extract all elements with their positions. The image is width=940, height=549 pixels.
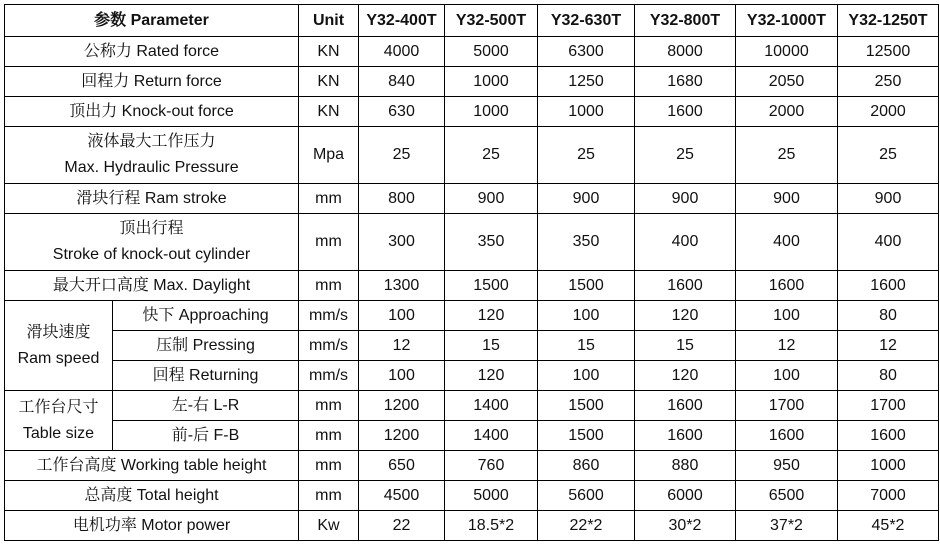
cell-value: 1200 xyxy=(359,391,445,421)
group-label-lines xyxy=(18,320,100,372)
row-unit: mm xyxy=(299,184,359,214)
cell-value: 1000 xyxy=(538,97,635,127)
row-label: 工作台高度 Working table height xyxy=(5,451,299,481)
cell-value: 10000 xyxy=(736,37,838,67)
table-row xyxy=(5,301,939,331)
cell-value: 2000 xyxy=(838,97,939,127)
cell-value: 25 xyxy=(538,127,635,184)
row-label-lines xyxy=(53,216,250,268)
cell-value: 1600 xyxy=(736,271,838,301)
table-row xyxy=(5,421,939,451)
ram-speed-group-label xyxy=(5,301,113,391)
header-model: Y32-500T xyxy=(445,5,538,37)
cell-value: 1400 xyxy=(445,421,538,451)
cell-value: 400 xyxy=(736,214,838,271)
cell-value: 2050 xyxy=(736,67,838,97)
cell-value: 8000 xyxy=(635,37,736,67)
row-label-en: Stroke of knock-out cylinder xyxy=(52,246,251,263)
table-row xyxy=(5,37,939,67)
cell-value: 6300 xyxy=(538,37,635,67)
cell-value: 80 xyxy=(838,361,939,391)
cell-value: 1200 xyxy=(359,421,445,451)
cell-value: 15 xyxy=(635,331,736,361)
cell-value: 37*2 xyxy=(736,511,838,541)
cell-value: 900 xyxy=(538,184,635,214)
cell-value: 100 xyxy=(538,301,635,331)
cell-value: 1600 xyxy=(635,271,736,301)
header-model: Y32-630T xyxy=(538,5,635,37)
cell-value: 25 xyxy=(736,127,838,184)
group-label-cn: 滑块速度 xyxy=(26,323,91,341)
row-unit: mm/s xyxy=(299,361,359,391)
row-label: 滑块行程 Ram stroke xyxy=(5,184,299,214)
row-label: 回程力 Return force xyxy=(5,67,299,97)
cell-value: 950 xyxy=(736,451,838,481)
cell-value: 900 xyxy=(736,184,838,214)
header-row xyxy=(5,5,939,37)
cell-value: 880 xyxy=(635,451,736,481)
cell-value: 1250 xyxy=(538,67,635,97)
cell-value: 1700 xyxy=(838,391,939,421)
table-size-group-label xyxy=(5,391,113,451)
table-row xyxy=(5,451,939,481)
cell-value: 1600 xyxy=(838,421,939,451)
cell-value: 1700 xyxy=(736,391,838,421)
row-unit: KN xyxy=(299,67,359,97)
table-row xyxy=(5,127,939,184)
cell-value: 900 xyxy=(635,184,736,214)
row-label: 左-右 L-R xyxy=(113,391,299,421)
row-unit: Mpa xyxy=(299,127,359,184)
cell-value: 120 xyxy=(445,301,538,331)
cell-value: 22 xyxy=(359,511,445,541)
cell-value: 45*2 xyxy=(838,511,939,541)
cell-value: 1500 xyxy=(538,271,635,301)
table-row xyxy=(5,361,939,391)
group-label-en: Table size xyxy=(22,424,95,442)
table-row xyxy=(5,271,939,301)
cell-value: 1000 xyxy=(445,97,538,127)
row-label: 公称力 Rated force xyxy=(5,37,299,67)
cell-value: 1600 xyxy=(635,391,736,421)
cell-value: 7000 xyxy=(838,481,939,511)
cell-value: 760 xyxy=(445,451,538,481)
cell-value: 12 xyxy=(736,331,838,361)
cell-value: 400 xyxy=(635,214,736,271)
cell-value: 1600 xyxy=(635,421,736,451)
cell-value: 5000 xyxy=(445,481,538,511)
cell-value: 350 xyxy=(445,214,538,271)
cell-value: 100 xyxy=(359,301,445,331)
cell-value: 1000 xyxy=(445,67,538,97)
cell-value: 1680 xyxy=(635,67,736,97)
cell-value: 30*2 xyxy=(635,511,736,541)
cell-value: 350 xyxy=(538,214,635,271)
cell-value: 120 xyxy=(635,361,736,391)
row-label-lines xyxy=(64,129,238,181)
cell-value: 25 xyxy=(359,127,445,184)
header-model: Y32-800T xyxy=(635,5,736,37)
spec-table xyxy=(4,4,939,541)
row-label: 总高度 Total height xyxy=(5,481,299,511)
cell-value: 2000 xyxy=(736,97,838,127)
cell-value: 25 xyxy=(445,127,538,184)
header-model: Y32-1000T xyxy=(736,5,838,37)
row-label: 最大开口高度 Max. Daylight xyxy=(5,271,299,301)
cell-value: 300 xyxy=(359,214,445,271)
row-unit: KN xyxy=(299,97,359,127)
table-row xyxy=(5,481,939,511)
row-unit: mm xyxy=(299,451,359,481)
cell-value: 4500 xyxy=(359,481,445,511)
header-model: Y32-1250T xyxy=(838,5,939,37)
row-unit: mm xyxy=(299,391,359,421)
cell-value: 1500 xyxy=(538,391,635,421)
header-parameter: 参数 Parameter xyxy=(5,5,299,37)
row-label-en: Max. Hydraulic Pressure xyxy=(64,159,239,176)
table-row xyxy=(5,67,939,97)
cell-value: 800 xyxy=(359,184,445,214)
cell-value: 100 xyxy=(736,361,838,391)
cell-value: 25 xyxy=(838,127,939,184)
cell-value: 5600 xyxy=(538,481,635,511)
cell-value: 900 xyxy=(445,184,538,214)
cell-value: 18.5*2 xyxy=(445,511,538,541)
row-unit: mm xyxy=(299,214,359,271)
cell-value: 1500 xyxy=(445,271,538,301)
cell-value: 250 xyxy=(838,67,939,97)
cell-value: 120 xyxy=(635,301,736,331)
cell-value: 630 xyxy=(359,97,445,127)
row-unit: KN xyxy=(299,37,359,67)
table-row xyxy=(5,97,939,127)
row-label-cn: 顶出行程 xyxy=(119,220,184,237)
cell-value: 400 xyxy=(838,214,939,271)
cell-value: 1500 xyxy=(538,421,635,451)
row-label xyxy=(5,127,299,184)
cell-value: 1000 xyxy=(838,451,939,481)
cell-value: 1600 xyxy=(838,271,939,301)
row-label: 快下 Approaching xyxy=(113,301,299,331)
row-label: 电机功率 Motor power xyxy=(5,511,299,541)
row-label: 顶出力 Knock-out force xyxy=(5,97,299,127)
cell-value: 1400 xyxy=(445,391,538,421)
table-row xyxy=(5,184,939,214)
row-label: 前-后 F-B xyxy=(113,421,299,451)
cell-value: 12 xyxy=(838,331,939,361)
cell-value: 5000 xyxy=(445,37,538,67)
row-unit: mm xyxy=(299,271,359,301)
row-unit: mm xyxy=(299,421,359,451)
cell-value: 6500 xyxy=(736,481,838,511)
cell-value: 840 xyxy=(359,67,445,97)
cell-value: 100 xyxy=(359,361,445,391)
cell-value: 12 xyxy=(359,331,445,361)
cell-value: 15 xyxy=(445,331,538,361)
cell-value: 25 xyxy=(635,127,736,184)
header-unit: Unit xyxy=(299,5,359,37)
row-label: 压制 Pressing xyxy=(113,331,299,361)
group-label-lines xyxy=(18,395,98,447)
cell-value: 6000 xyxy=(635,481,736,511)
group-label-en: Ram speed xyxy=(17,349,100,367)
cell-value: 100 xyxy=(736,301,838,331)
row-label xyxy=(5,214,299,271)
cell-value: 4000 xyxy=(359,37,445,67)
header-model: Y32-400T xyxy=(359,5,445,37)
cell-value: 120 xyxy=(445,361,538,391)
row-label: 回程 Returning xyxy=(113,361,299,391)
row-unit: mm xyxy=(299,481,359,511)
row-unit: mm/s xyxy=(299,331,359,361)
row-label-cn: 液体最大工作压力 xyxy=(87,133,216,150)
row-unit: mm/s xyxy=(299,301,359,331)
table-row xyxy=(5,331,939,361)
cell-value: 15 xyxy=(538,331,635,361)
table-row xyxy=(5,511,939,541)
cell-value: 100 xyxy=(538,361,635,391)
group-label-cn: 工作台尺寸 xyxy=(18,398,99,416)
cell-value: 80 xyxy=(838,301,939,331)
table-row xyxy=(5,214,939,271)
cell-value: 1600 xyxy=(736,421,838,451)
cell-value: 1300 xyxy=(359,271,445,301)
cell-value: 12500 xyxy=(838,37,939,67)
row-unit: Kw xyxy=(299,511,359,541)
table-row xyxy=(5,391,939,421)
cell-value: 650 xyxy=(359,451,445,481)
cell-value: 1600 xyxy=(635,97,736,127)
cell-value: 22*2 xyxy=(538,511,635,541)
cell-value: 860 xyxy=(538,451,635,481)
cell-value: 900 xyxy=(838,184,939,214)
